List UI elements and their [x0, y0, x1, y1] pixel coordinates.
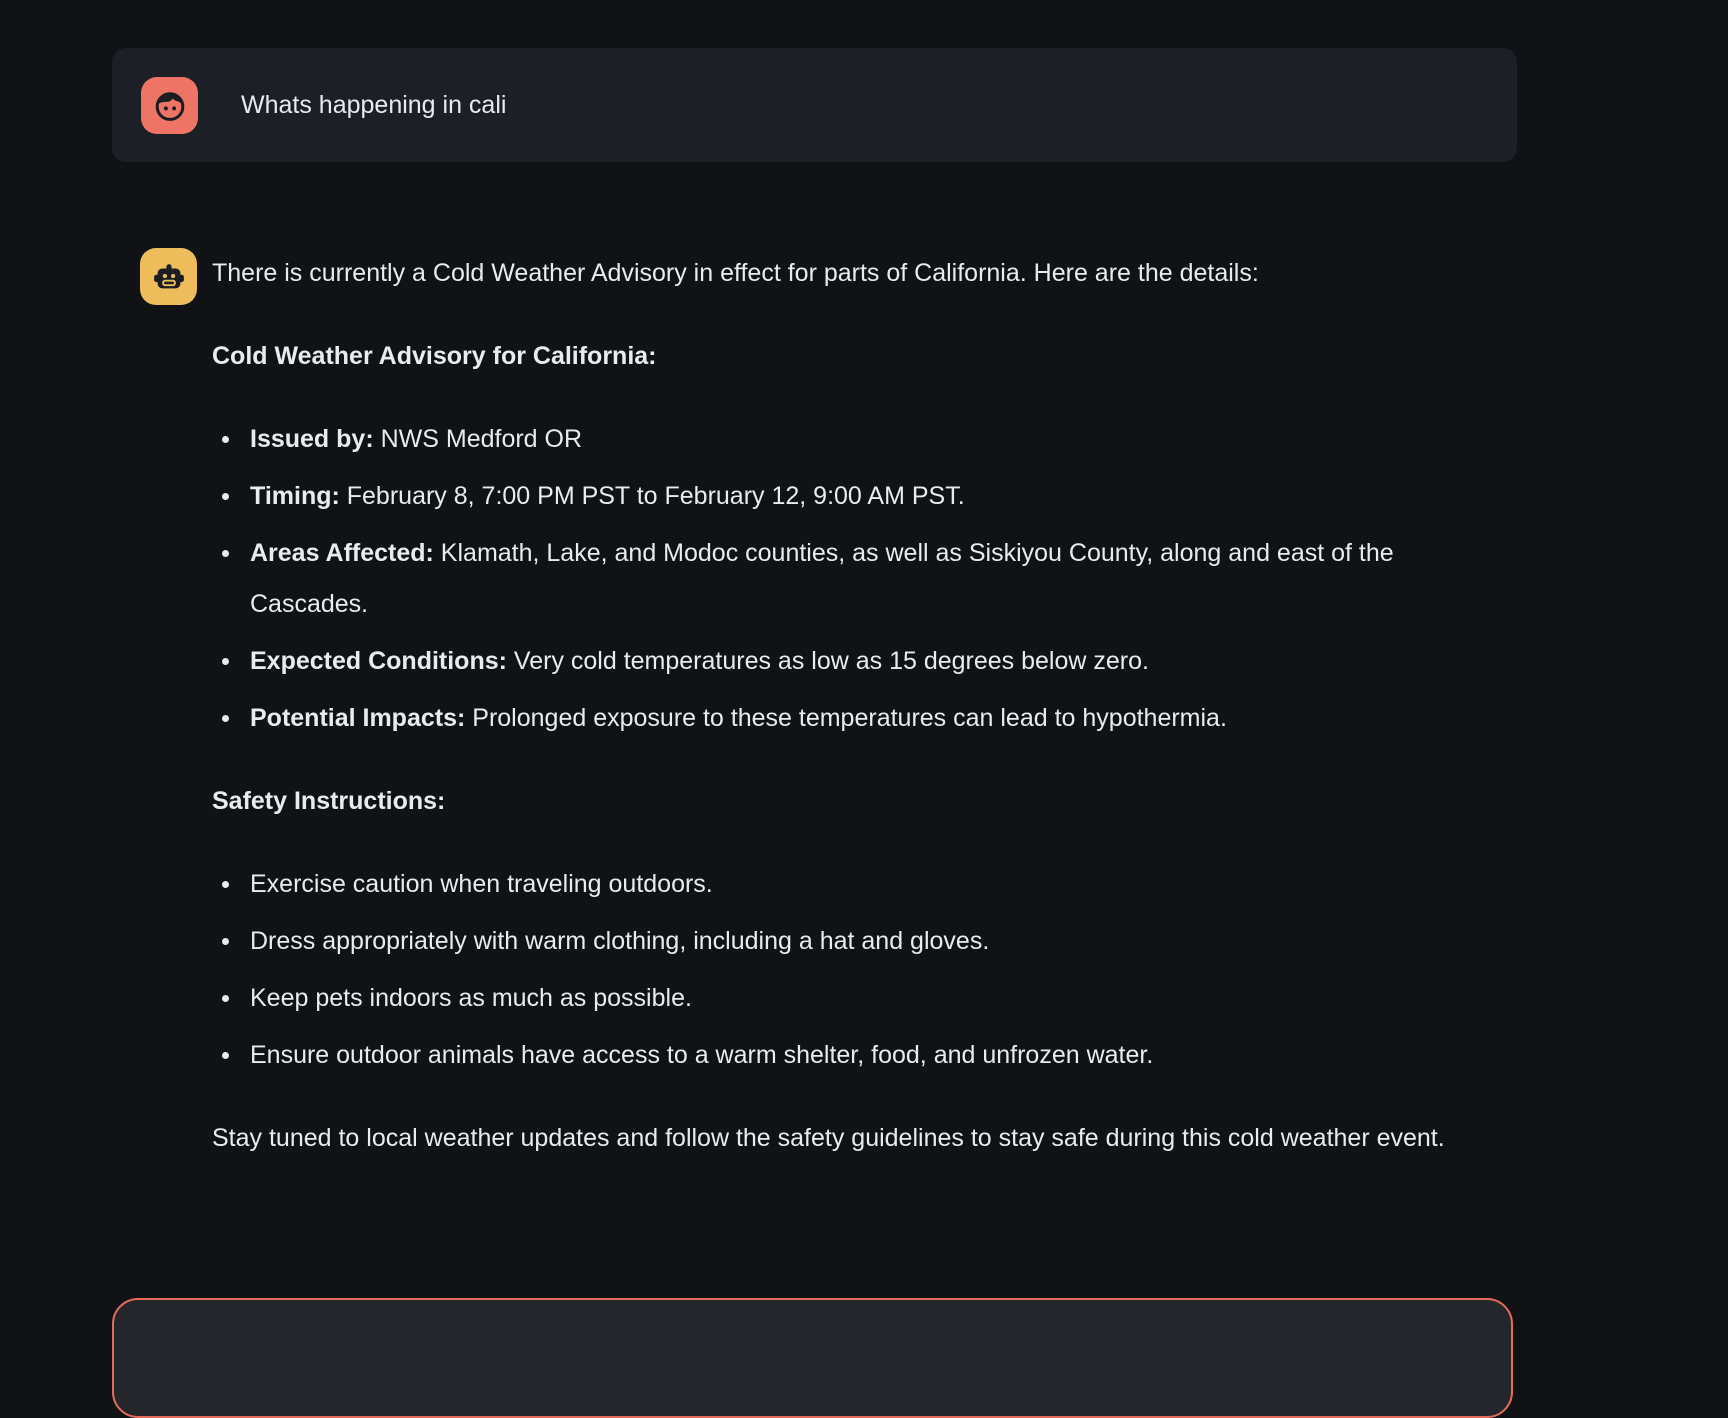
message-input[interactable] [112, 1298, 1513, 1418]
list-item: Keep pets indoors as much as possible. [212, 973, 1464, 1024]
list-item: Expected Conditions: Very cold temperatures as low as 15 degrees below zero. [212, 636, 1464, 687]
person-face-icon [151, 86, 189, 124]
user-message [112, 48, 1517, 162]
safety-heading: Safety Instructions: [212, 787, 446, 815]
list-item: Potential Impacts: Prolonged exposure to these temperatures can lead to hypothermia. [212, 693, 1464, 744]
list-item: Dress appropriately with warm clothing, including a hat and gloves. [212, 916, 1464, 967]
user-message-text: Whats happening in cali [241, 90, 507, 119]
closing-paragraph: Stay tuned to local weather updates and follow the safety guidelines to stay safe during this cold weather event. [212, 1124, 1445, 1152]
safety-list [212, 859, 1502, 1081]
user-avatar [141, 77, 198, 134]
list-item: Timing: February 8, 7:00 PM PST to February 12, 9:00 AM PST. [212, 471, 1464, 522]
assistant-message-body [212, 248, 1502, 1164]
list-item: Issued by: NWS Medford OR [212, 414, 1464, 465]
intro-paragraph: There is currently a Cold Weather Advisory in effect for parts of California. Here are the details: [212, 259, 1259, 287]
assistant-avatar [140, 248, 197, 305]
list-item: Exercise caution when traveling outdoors. [212, 859, 1464, 910]
advisory-heading: Cold Weather Advisory for California: [212, 342, 657, 370]
assistant-message [140, 248, 1580, 1164]
list-item: Areas Affected: Klamath, Lake, and Modoc counties, as well as Siskiyou County, along and east of the Cascades. [212, 528, 1464, 630]
advisory-list [212, 414, 1502, 744]
list-item: Ensure outdoor animals have access to a warm shelter, food, and unfrozen water. [212, 1030, 1464, 1081]
robot-icon [150, 258, 188, 296]
